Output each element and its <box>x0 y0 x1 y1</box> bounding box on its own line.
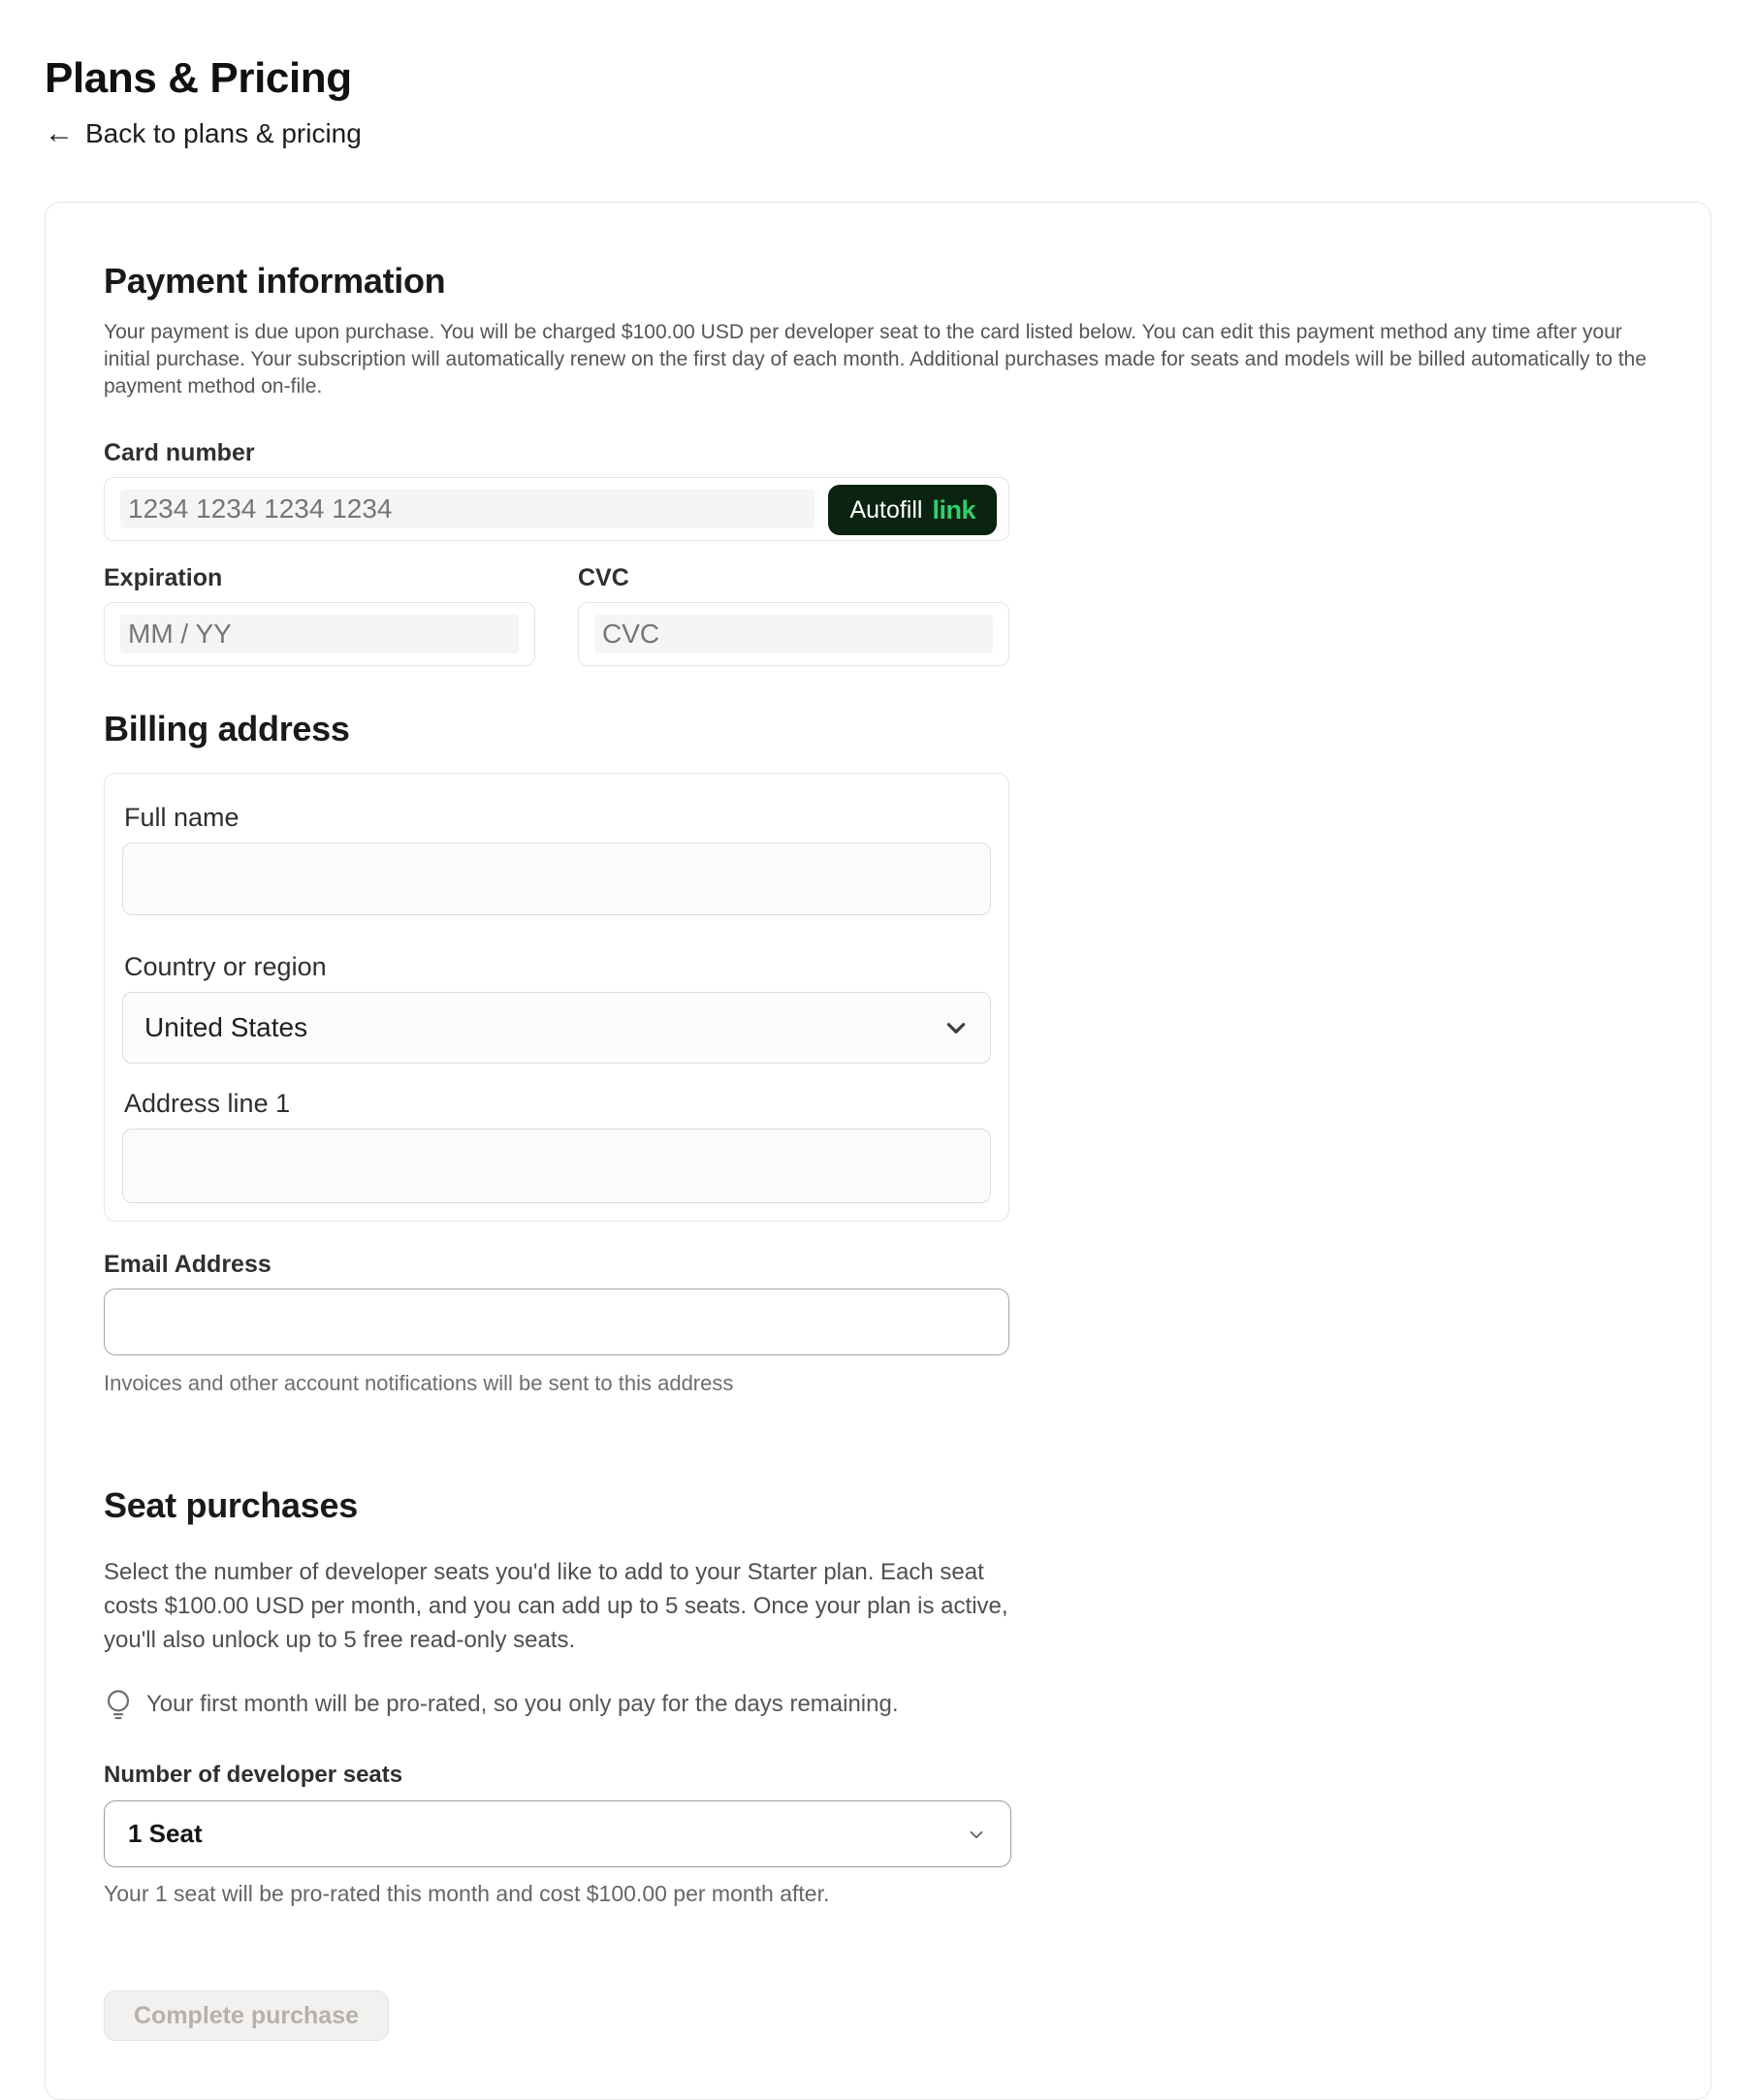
country-label: Country or region <box>124 952 327 981</box>
billing-address-heading: Billing address <box>104 709 350 748</box>
full-name-input[interactable] <box>122 843 991 915</box>
expiration-cvc-row <box>104 564 1009 666</box>
address-line1-label: Address line 1 <box>124 1089 291 1118</box>
full-name-label: Full name <box>124 803 239 832</box>
seat-count-value: 1 Seat <box>128 1819 203 1848</box>
seat-purchases-description: Select the number of developer seats you'd like to add to your Starter plan. Each seat costs $100.00 USD per month, and you can add up to 5 seats. Once your plan is active, you'll also unlock up to 5 free read-only seats. <box>104 1559 1008 1653</box>
chevron-down-icon <box>943 1015 969 1040</box>
card-number-input[interactable] <box>104 477 1009 541</box>
expiration-label: Expiration <box>104 564 223 591</box>
back-link-label: Back to plans & pricing <box>85 118 362 148</box>
chevron-down-icon <box>966 1824 987 1845</box>
lightbulb-icon <box>104 1688 133 1721</box>
seat-helper-text: Your 1 seat will be pro-rated this month and cost $100.00 per month after. <box>104 1881 830 1906</box>
email-input[interactable] <box>104 1289 1009 1355</box>
seat-purchases-heading: Seat purchases <box>104 1485 358 1525</box>
expiration-input[interactable] <box>104 602 535 666</box>
back-to-plans-link[interactable] <box>45 118 362 149</box>
link-brand-logo: link <box>932 494 975 525</box>
cvc-placeholder: CVC <box>594 615 993 653</box>
seat-count-select[interactable] <box>104 1800 1011 1867</box>
back-arrow-icon: ← <box>45 117 74 149</box>
card-number-placeholder: 1234 1234 1234 1234 <box>120 490 814 528</box>
cvc-input[interactable] <box>578 602 1009 666</box>
seat-purchases-section <box>104 1485 1652 2041</box>
card-number-group <box>104 439 1009 541</box>
expiration-group <box>104 564 535 666</box>
prorate-tip-text: Your first month will be pro-rated, so you only pay for the days remaining. <box>146 1691 899 1717</box>
autofill-link-button[interactable] <box>828 485 997 535</box>
cvc-label: CVC <box>578 564 629 591</box>
autofill-label: Autofill <box>849 495 923 524</box>
cvc-group <box>578 564 1009 666</box>
country-selected-value: United States <box>144 1012 308 1042</box>
email-label: Email Address <box>104 1251 271 1278</box>
card-number-label: Card number <box>104 439 255 466</box>
billing-address-box <box>104 773 1009 1222</box>
email-group <box>104 1251 1009 1396</box>
expiration-placeholder: MM / YY <box>120 615 519 653</box>
email-helper-text: Invoices and other account notifications will be sent to this address <box>104 1371 734 1395</box>
seat-count-label: Number of developer seats <box>104 1762 403 1788</box>
address-line1-input[interactable] <box>122 1129 991 1203</box>
prorate-tip <box>104 1688 1652 1721</box>
complete-purchase-button[interactable]: Complete purchase <box>104 1990 389 2041</box>
purchase-card <box>45 202 1711 2100</box>
page-title: Plans & Pricing <box>45 54 352 102</box>
payment-information-heading: Payment information <box>104 261 446 301</box>
country-select[interactable] <box>122 992 991 1064</box>
payment-description: Your payment is due upon purchase. You will be charged $100.00 USD per developer seat to the card listed below. You can edit this payment method any time after your initial purchase. Your subscription will automatically renew on the first day of each month. Additional purchases made for seats and models will be billed automatically to the payment method on-file. <box>104 321 1647 398</box>
